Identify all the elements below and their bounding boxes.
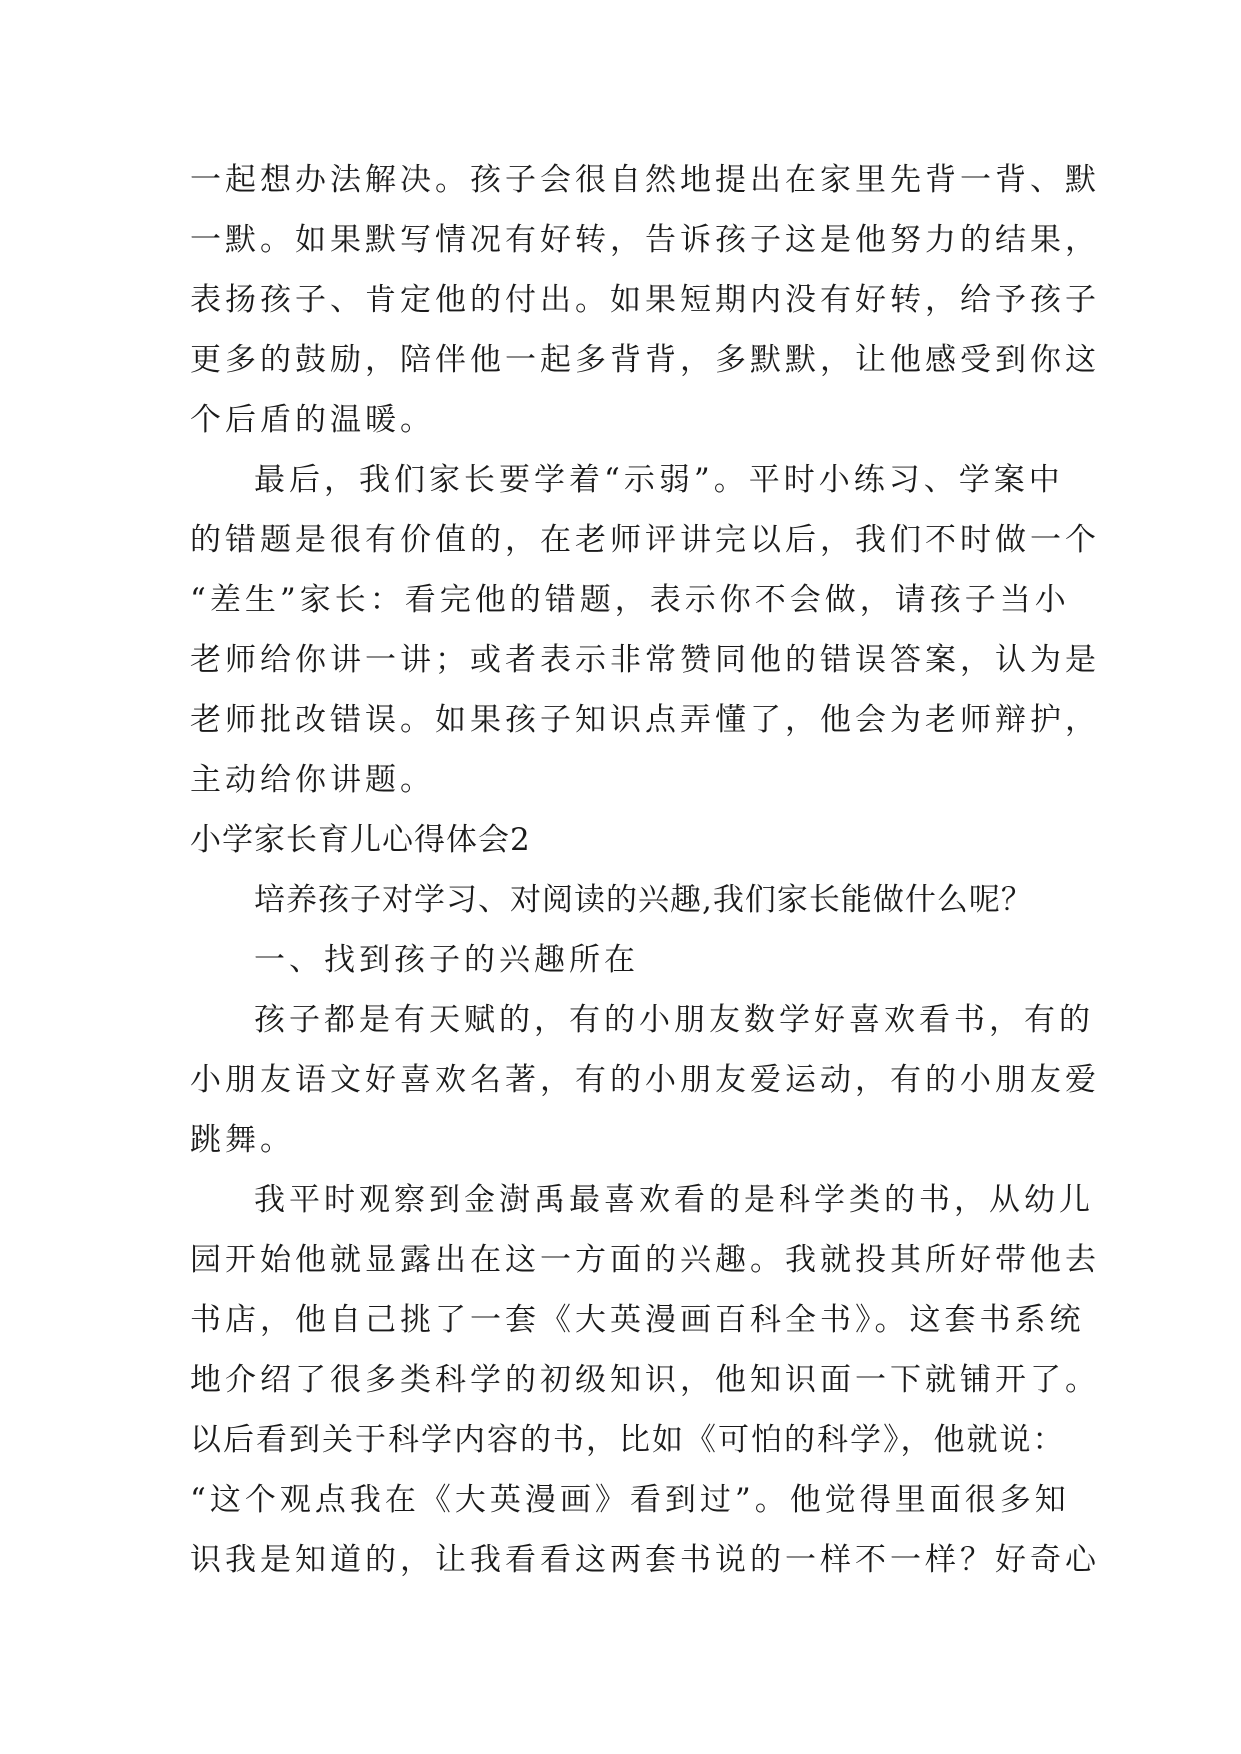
text-line: 的错题是很有价值的，在老师评讲完以后，我们不时做一个 <box>190 522 1100 558</box>
paragraph-start: 最后，我们家长要学着“示弱”。平时小练习、学案中 <box>254 462 1064 498</box>
text-line: 一起想办法解决。孩子会很自然地提出在家里先背一背、默 <box>190 162 1100 198</box>
text-line: “这个观点我在《大英漫画》看到过”。他觉得里面很多知 <box>190 1482 1070 1518</box>
text-line: 园开始他就显露出在这一方面的兴趣。我就投其所好带他去 <box>190 1242 1100 1278</box>
document-body <box>190 160 1100 1600</box>
text-line: 老师批改错误。如果孩子知识点弄懂了，他会为老师辩护， <box>190 702 1100 738</box>
text-line: 地介绍了很多类科学的初级知识，他知识面一下就铺开了。 <box>190 1362 1100 1398</box>
section-heading: 小学家长育儿心得体会2 <box>190 822 531 858</box>
text-line: 更多的鼓励，陪伴他一起多背背，多默默，让他感受到你这 <box>190 342 1100 378</box>
text-line: 个后盾的温暖。 <box>190 402 435 438</box>
section-intro: 培养孩子对学习、对阅读的兴趣,我们家长能做什么呢？ <box>254 882 1033 918</box>
text-line: 表扬孩子、肯定他的付出。如果短期内没有好转，给予孩子 <box>190 282 1100 318</box>
text-line: 跳舞。 <box>190 1122 295 1158</box>
text-line: 以后看到关于科学内容的书，比如《可怕的科学》，他就说： <box>190 1422 1066 1458</box>
text-line: 老师给你讲一讲；或者表示非常赞同他的错误答案，认为是 <box>190 642 1100 678</box>
text-line: 识我是知道的，让我看看这两套书说的一样不一样？好奇心 <box>190 1542 1100 1578</box>
paragraph-start: 我平时观察到金澍禹最喜欢看的是科学类的书，从幼儿 <box>254 1182 1094 1218</box>
text-line: 主动给你讲题。 <box>190 762 435 798</box>
paragraph-start: 孩子都是有天赋的，有的小朋友数学好喜欢看书，有的 <box>254 1002 1094 1038</box>
text-line: “差生”家长：看完他的错题，表示你不会做，请孩子当小 <box>190 582 1070 618</box>
text-line: 一默。如果默写情况有好转，告诉孩子这是他努力的结果， <box>190 222 1100 258</box>
text-line: 书店，他自己挑了一套《大英漫画百科全书》。这套书系统 <box>190 1302 1085 1338</box>
subsection-heading: 一、找到孩子的兴趣所在 <box>254 942 639 978</box>
text-line: 小朋友语文好喜欢名著，有的小朋友爱运动，有的小朋友爱 <box>190 1062 1100 1098</box>
